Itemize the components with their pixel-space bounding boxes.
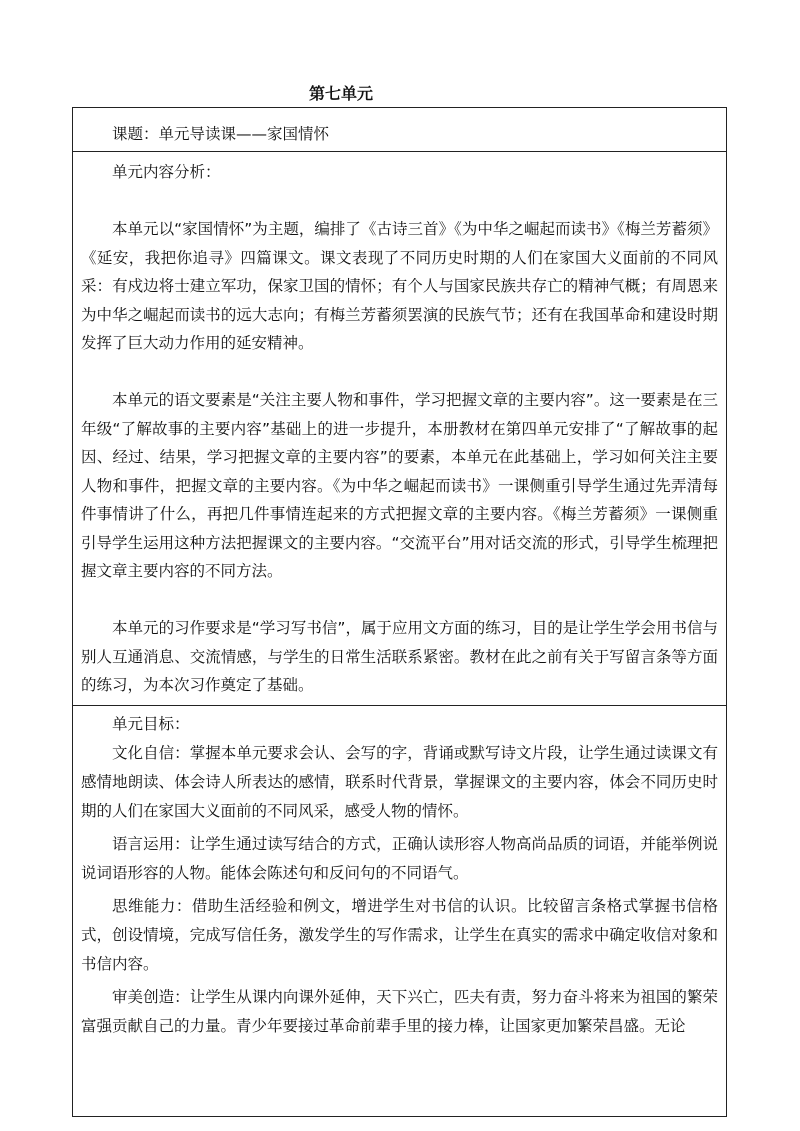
analysis-heading: 单元内容分析： — [112, 163, 221, 181]
lesson-plan-table — [72, 107, 727, 1117]
analysis-paragraph-1: 本单元以“家国情怀”为主题，编排了《古诗三首》《为中华之崛起而读书》《梅兰芳蓄须》《延安，我把你追寻》四篇课文。课文表现了不同历史时期的人们在家国大义面前的不同风采：有戍边将士建立军功，保家卫国的情怀；有个人与国家民族共存亡的精神气概；有周恩来为中华之崛起而读书的远大志向；有梅兰芳蓄须罢演的民族气节；还有在我国革命和建设时期发挥了巨大动力作用的延安精神。 — [81, 220, 718, 352]
topic-text: 课题：单元导读课——家国情怀 — [112, 125, 330, 143]
goals-heading: 单元目标： — [112, 715, 190, 733]
unit-title: 第七单元 — [308, 84, 373, 103]
analysis-paragraph-3: 本单元的习作要求是“学习写书信”，属于应用文方面的练习，目的是让学生学会用书信与别人互通消息、交流情感，与学生的日常生活联系紧密。教材在此之前有关于写留言条等方面的练习，为本次习作奠定了基础。 — [81, 619, 718, 694]
analysis-row — [73, 152, 726, 706]
goal-aesthetics: 审美创造：让学生从课内向课外延伸，天下兴亡，匹夫有责，努力奋斗将来为祖国的繁荣富强贡献自己的力量。青少年要接过革命前辈手里的接力棒，让国家更加繁荣昌盛。无论 — [81, 987, 718, 1035]
analysis-paragraph-2: 本单元的语文要素是“关注主要人物和事件，学习把握文章的主要内容”。这一要素是在三年级“了解故事的主要内容”基础上的进一步提升，本册教材在第四单元安排了“了解故事的起因、经过、结果，学习把握文章的主要内容”的要素，本单元在此基础上，学习如何关注主要人物和事件，把握文章的主要内容。《为中华之崛起而读书》一课侧重引导学生通过先弄清每件事情讲了什么，再把几件事情连起来的方式把握文章的主要内容。《梅兰芳蓄须》一课侧重引导学生运用这种方法把握课文的主要内容。“交流平台”用对话交流的形式，引导学生梳理把握文章主要内容的不同方法。 — [81, 391, 718, 580]
goal-language: 语言运用：让学生通过读写结合的方式，正确认读形容人物高尚品质的词语，并能举例说说词语形容的人物。能体会陈述句和反问句的不同语气。 — [81, 834, 718, 882]
goals-row — [73, 706, 726, 1116]
goal-thinking: 思维能力：借助生活经验和例文，增进学生对书信的认识。比较留言条格式掌握书信格式，创设情境，完成写信任务，激发学生的写作需求，让学生在真实的需求中确定收信对象和书信内容。 — [81, 896, 718, 973]
topic-row — [73, 108, 726, 152]
goal-culture: 文化自信：掌握本单元要求会认、会写的字，背诵或默写诗文片段，让学生通过读课文有感情地朗读、体会诗人所表达的感情，联系时代背景，掌握课文的主要内容，体会不同历史时期的人们在家国大义面前的不同风采，感受人物的情怀。 — [81, 743, 718, 820]
